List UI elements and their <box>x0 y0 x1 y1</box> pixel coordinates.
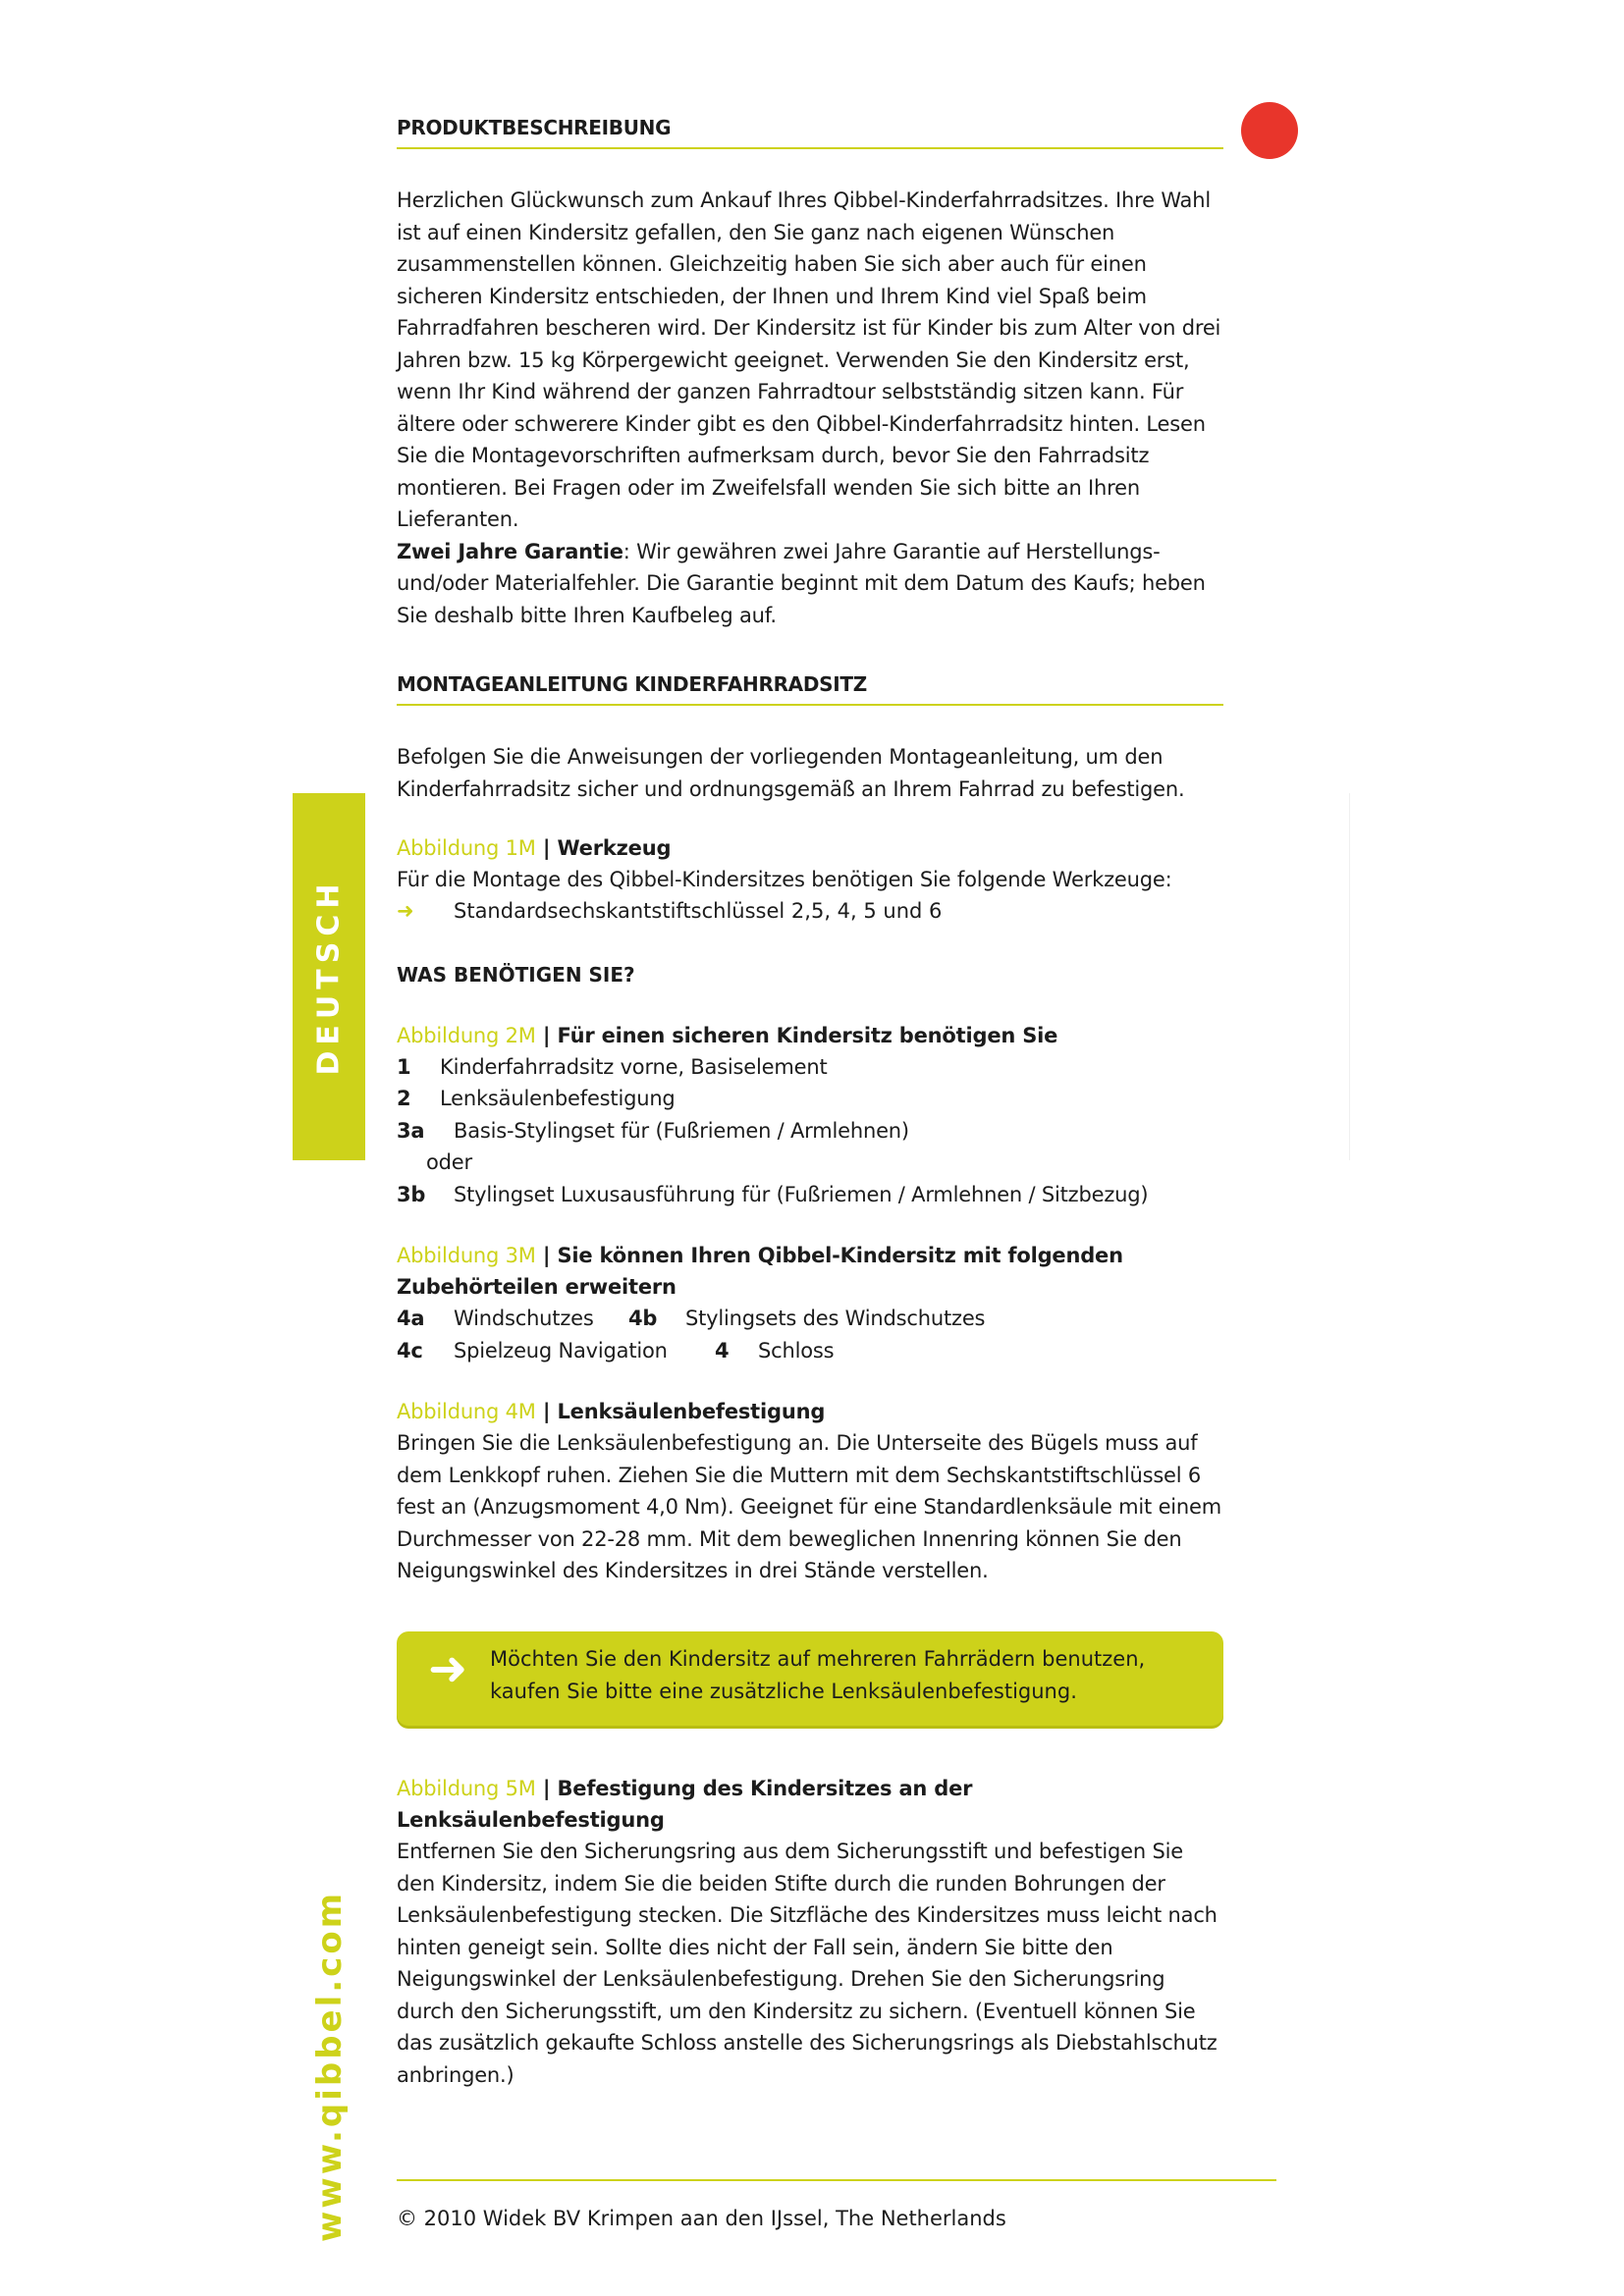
fig3-title-line1: Sie können Ihren Qibbel-Kindersitz mit folgenden <box>557 1244 1123 1267</box>
heading-produktbeschreibung: PRODUKTBESCHREIBUNG <box>397 116 1223 149</box>
footer-copyright: © 2010 Widek BV Krimpen aan den IJssel, The Netherlands <box>397 2207 1006 2230</box>
fig5-title: Befestigung des Kindersitzes an der Lenksäulenbefestigung <box>397 1777 973 1832</box>
right-divider <box>1349 793 1350 1160</box>
produktbeschreibung-body: Herzlichen Glückwunsch zum Ankauf Ihres Qibbel-Kinderfahrradsitzes. Ihre Wahl ist auf einen Kindersitz gefallen, den Sie ganz nach eigenen Wünschen zusammenstellen können. Gleichzeitig haben Sie sich aber auch für einen sicheren Kindersitz entschieden, der Ihnen und Ihrem Kind viel Spaß beim Fahrradfahren bescheren wird. Der Kindersitz ist für Kinder bis zum Alter von drei Jahren bzw. 15 kg Körpergewicht geeignet. Verwenden Sie den Kindersitz erst, wenn Ihr Kind während der ganzen Fahrradtour selbstständig sitzen kann. Für ältere oder schwerere Kinder gibt es den Qibbel-Kinderfahrradsitz hinten. Lesen Sie die Montagevorschriften aufmerksam durch, bevor Sie den Fahrradsitz montieren. Bei Fragen oder im Zweifelsfall wenden Sie sich bitte an Ihren Lieferanten. <box>397 188 1221 531</box>
fig3-label: Abbildung 3M <box>397 1244 536 1267</box>
garantie-text: : Wir gewähren zwei Jahre Garantie auf Herstellungs- und/oder Materialfehler. Die Garantie beginnt mit dem Datum des Kaufs; heben Sie deshalb bitte Ihren Kaufbeleg auf. <box>397 539 1206 627</box>
list-item: 1 Kinderfahrradsitz vorne, Basiselement <box>397 1054 828 1079</box>
list-item: 2 Lenksäulenbefestigung <box>397 1087 676 1110</box>
list-item: 4c Spielzeug Navigation 4 Schloss <box>397 1338 835 1362</box>
fig4-label: Abbildung 4M <box>397 1400 536 1423</box>
fig2-title: Für einen sicheren Kindersitz benötigen Sie <box>557 1023 1058 1047</box>
language-tab <box>293 793 365 1160</box>
fig5-block <box>397 1773 1223 2091</box>
callout-text: Möchten Sie den Kindersitz auf mehreren Fahrrädern benutzen, kaufen Sie bitte eine zusätzliche Lenksäulenbefestigung. <box>490 1647 1146 1703</box>
fig4-heading: Abbildung 4M | Lenksäulenbefestigung <box>397 1400 826 1423</box>
fig1-heading: Abbildung 1M | Werkzeug <box>397 836 672 860</box>
fig2-label: Abbildung 2M <box>397 1023 536 1047</box>
fig5-heading: Abbildung 5M | Befestigung des Kindersitzes an der Lenksäulenbefestigung <box>397 1777 973 1832</box>
fig1-text: Für die Montage des Qibbel-Kindersitzes benötigen Sie folgende Werkzeuge: <box>397 868 1172 891</box>
list-item: 4a Windschutzes 4b Stylingsets des Windschutzes <box>397 1307 986 1330</box>
main-content <box>397 116 1223 1587</box>
red-dot-decoration <box>1241 102 1298 159</box>
heading-montage: MONTAGEANLEITUNG KINDERFAHRRADSITZ <box>397 672 1223 706</box>
fig1-list-item <box>397 896 1223 926</box>
footer-divider <box>397 2179 1276 2181</box>
fig4-title: Lenksäulenbefestigung <box>557 1400 826 1423</box>
language-tab-label: DEUTSCH <box>311 878 347 1076</box>
garantie-label: Zwei Jahre Garantie <box>397 539 623 563</box>
list-item: 3b Stylingset Luxusausführung für (Fußriemen / Armlehnen / Sitzbezug) <box>397 1182 1149 1206</box>
montage-intro: Befolgen Sie die Anweisungen der vorliegenden Montageanleitung, um den Kinderfahrradsitz sicher und ordnungsgemäß an Ihrem Fahrrad zu befestigen. <box>397 745 1185 801</box>
fig1-label: Abbildung 1M <box>397 836 536 860</box>
side-url <box>304 1890 355 2243</box>
garantie-paragraph <box>397 536 1223 632</box>
tip-callout <box>397 1631 1223 1726</box>
fig5-text: Entfernen Sie den Sicherungsring aus dem Sicherungsstift und befestigen Sie den Kindersitz, indem Sie die beiden Stifte durch die runden Bohrungen der Lenksäulenbefestigung stecken. Die Sitzfläche des Kindersitzes muss leicht nach hinten geneigt sein. Sollte dies nicht der Fall sein, ändern Sie bitte den Neigungswinkel der Lenksäulenbefestigung. Drehen Sie den Sicherungsring durch den Sicherungsstift, um den Kindersitz zu sichern. (Eventuell können Sie das zusätzlich gekaufte Schloss anstelle des Sicherungsrings als Diebstahlschutz anbringen.) <box>397 1840 1218 2087</box>
fig5-label: Abbildung 5M <box>397 1777 536 1800</box>
fig1-title: Werkzeug <box>557 836 672 860</box>
fig2-heading: Abbildung 2M | Für einen sicheren Kindersitz benötigen Sie <box>397 1023 1058 1047</box>
list-item: 3a Basis-Stylingset für (Fußriemen / Armlehnen) <box>397 1118 909 1143</box>
fig3-heading: Abbildung 3M | Sie können Ihren Qibbel-Kindersitz mit folgenden Zubehörteilen erweitern <box>397 1244 1123 1299</box>
fig1-item-text: Standardsechskantstiftschlüssel 2,5, 4, 5 und 6 <box>454 898 943 923</box>
oder-line: oder <box>426 1150 472 1174</box>
fig4-text: Bringen Sie die Lenksäulenbefestigung an. Die Unterseite des Bügels muss auf dem Lenkkopf ruhen. Ziehen Sie die Muttern mit dem Sechskantstiftschlüssel 6 fest an (Anzugsmoment 4,0 Nm). Geeignet für eine Standardlenksäule mit einem Durchmesser von 22-28 mm. Mit dem beweglichen Innenring können Sie den Neigungswinkel des Kindersitzes in drei Stände verstellen. <box>397 1431 1222 1582</box>
side-url-text: www.qibbel.com <box>310 1890 350 2243</box>
fig3-title-line2: Zubehörteilen erweitern <box>397 1275 677 1299</box>
arrow-right-icon: ➜ <box>428 1641 468 1696</box>
arrow-right-icon: ➜ <box>397 898 414 923</box>
was-benoetigen-heading: WAS BENÖTIGEN SIE? <box>397 962 635 987</box>
